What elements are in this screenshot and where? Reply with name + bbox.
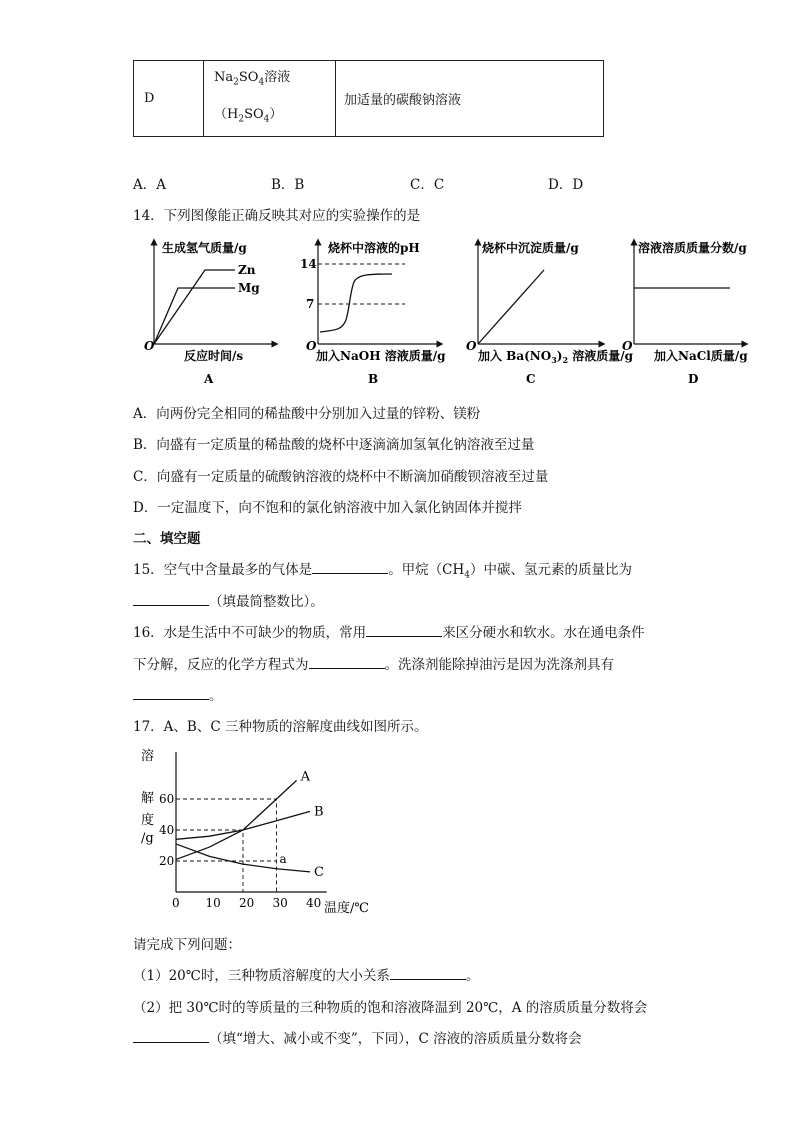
q15-line1: 15．空气中含量最多的气体是 。甲烷$(CH_4)$中碳、氢元素的质量比为 (133, 558, 632, 581)
graph-a-xlabel: 反应时间/s (184, 349, 244, 363)
method-cell: 加适量的碳酸钠溶液 (336, 61, 604, 137)
graph-c (466, 240, 634, 386)
q14-option-d: D．一定温度下，向不饱和的氯化钠溶液中加入氯化钠固体并搅拌 (133, 500, 522, 516)
q14-stem: 14．下列图像能正确反映其对应的实验操作的是 (133, 208, 421, 224)
x-tick-label: 40 (306, 896, 322, 910)
q17-sub2-line2: （填“增大、减小或不变”，下同），C 溶液的溶质质量分数将会 (133, 1027, 582, 1047)
x-tick-label: 20 (239, 896, 255, 910)
mg-line (154, 288, 235, 344)
choice-b: B．B (271, 177, 305, 193)
graph-c-xlabel: 加入 $Ba(NO_3)_2$ 溶液质量/g (478, 349, 633, 365)
mg-label: Mg (238, 281, 260, 295)
q14-option-b: B．向盛有一定质量的稀盐酸的烧杯中逐滴滴加氢氧化钠溶液至过量 (133, 437, 535, 453)
graph-c-ylabel: 烧杯中沉淀质量/g (482, 241, 579, 255)
ylabel-char: 度 (141, 813, 155, 828)
choice-c: C．C (410, 177, 445, 193)
svg-text:O: O (144, 339, 155, 353)
x-tick-label: 10 (205, 896, 221, 910)
q16-line3: 。 (133, 684, 223, 704)
x-tick-label: 0 (172, 896, 180, 910)
svg-text:O: O (306, 339, 317, 353)
q17-stem: 17．A、B、C 三种物质的溶解度曲线如图所示。 (133, 719, 428, 735)
ylabel-char: 解 (141, 791, 155, 806)
answer-blank[interactable] (390, 965, 466, 980)
zn-line (154, 270, 235, 344)
q17-sub1: （1）20℃时，三种物质溶解度的大小关系 。 (133, 964, 479, 984)
graph-d (622, 240, 748, 386)
graph-a-ylabel: 生成氢气质量/g (162, 241, 247, 255)
graph-b-caption: B (368, 372, 379, 386)
answer-blank[interactable] (312, 559, 388, 574)
x-tick-label: 30 (272, 896, 288, 910)
graph-b-xlabel: 加入NaOH 溶液质量/g (316, 349, 446, 363)
graph-b-ylabel: 烧杯中溶液的pH (328, 241, 420, 255)
curve-label-c: C (314, 864, 324, 880)
choice-d: D．D (548, 177, 584, 193)
svg-text:7: 7 (306, 297, 315, 311)
q16-line2: 下分解，反应的化学方程式为 。洗涤剂能除掉油污是因为洗涤剂具有 (133, 653, 614, 673)
q14-graphs (140, 232, 760, 392)
choice-a: A．A (133, 177, 166, 193)
graph-d-caption: D (688, 372, 699, 386)
ylabel-char: 溶 (141, 749, 155, 764)
precipitate-line (478, 270, 544, 344)
answer-blank[interactable] (133, 591, 209, 606)
answer-blank[interactable] (133, 685, 209, 700)
graph-d-ylabel: 溶液溶质质量分数/g (638, 241, 747, 255)
zn-label: Zn (238, 263, 256, 277)
x-axis-label: 温度/℃ (324, 901, 369, 916)
section-title: 二、填空题 (133, 531, 201, 547)
y-tick-label: 20 (159, 854, 175, 868)
graph-c-caption: C (526, 372, 536, 386)
y-tick-label: 40 (159, 823, 175, 837)
graph-a (144, 240, 275, 386)
solubility-chart (136, 742, 386, 922)
q15-line2: （填最简整数比）。 (133, 590, 324, 610)
q16-line1: 16．水是生活中不可缺少的物质，常用 来区分硬水和软水。水在通电条件 (133, 621, 645, 641)
y-tick-label: 60 (159, 792, 175, 806)
curve-label-b: B (314, 804, 324, 820)
answer-blank[interactable] (133, 1028, 209, 1043)
table-row (134, 61, 604, 137)
answer-blank[interactable] (309, 654, 385, 669)
annotation-a: a (279, 852, 287, 866)
graph-d-xlabel: 加入NaCl质量/g (654, 349, 748, 363)
option-cell: D (134, 61, 204, 137)
q14-option-c: C．向盛有一定质量的硫酸钠溶液的烧杯中不断滴加硝酸钡溶液至过量 (133, 469, 549, 485)
substance-cell: $Na_2SO_4$溶液 $(H_2SO_4)$ (204, 61, 336, 137)
q14-option-a: A．向两份完全相同的稀盐酸中分别加入过量的锌粉、镁粉 (133, 406, 481, 422)
options-table (133, 60, 604, 137)
graph-a-caption: A (204, 372, 214, 386)
svg-text:O: O (622, 339, 633, 353)
q17-prompt: 请完成下列问题： (133, 937, 241, 953)
curve-label-a: A (300, 769, 310, 785)
svg-text:O: O (466, 339, 477, 353)
ylabel-char: /g (141, 831, 154, 846)
ph-curve (320, 274, 392, 332)
answer-blank[interactable] (366, 622, 442, 637)
svg-text:14: 14 (300, 257, 317, 271)
graph-b (300, 240, 446, 386)
q17-sub2-line1: （2）把 30℃时的等质量的三种物质的饱和溶液降温到 20℃，A 的溶质质量分数将会 (133, 1000, 648, 1016)
